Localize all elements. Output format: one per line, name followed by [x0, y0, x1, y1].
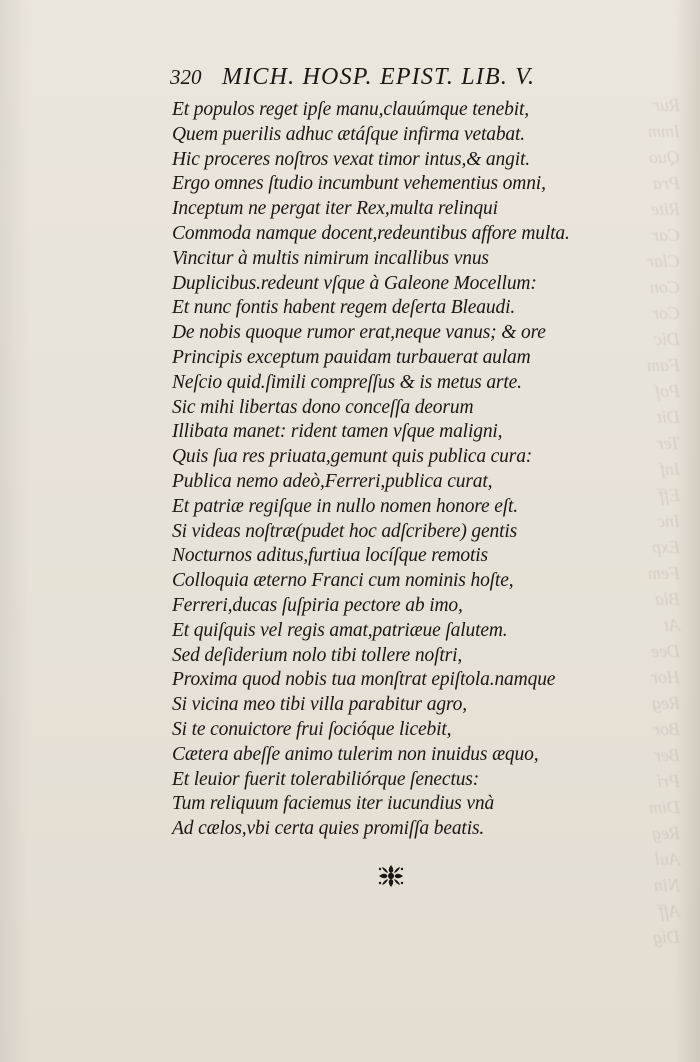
verse-line: Illibata manet: rident tamen vſque maligni, [172, 421, 503, 443]
verse-line: Quis ſua res priuata,gemunt quis publica cura: [172, 446, 533, 468]
verse-line: Proxima quod nobis tua monſtrat epiſtola.namque [172, 669, 556, 691]
verse-line: Duplicibus.redeunt vſque à Galeone Mocellum: [172, 272, 537, 294]
verse-line: Ad cælos,vbi certa quies promiſſa beatis. [172, 818, 485, 840]
verse-line: Si te conuictore frui ſocióque licebit, [172, 718, 452, 740]
verse-line: Cætera abeſſe animo tulerim non inuidus æquo, [172, 743, 539, 765]
verse-line: Et populos reget ipſe manu,clauúmque tenebit, [172, 99, 529, 120]
verse-line: Et quiſquis vel regis amat,patriæue ſalutem. [172, 619, 508, 641]
verse-line: Commoda namque docent,redeuntibus affore multa. [172, 222, 570, 244]
verse-line: Et patriæ regiſque in nullo nomen honore eſt. [172, 495, 519, 517]
verse-line: Neſcio quid.ſimili compreſſus & is metus arte. [172, 371, 522, 393]
verse-line: Inceptum ne pergat iter Rex,multa relinqui [172, 198, 498, 220]
show-through-text: Rur Imm Quo Pra Rite Car Clar Con Cor Dic Fam Pof Dit Ter Inf Eff Inc Exp Fem Bla At Dee Hor Reg Bor Ber Pri Dim Reg Aul Nin Aff Dig [646, 95, 680, 947]
verse-line: Hic proceres noſtros vexat timor intus,& angit. [172, 148, 530, 170]
verse-line: Et nunc fontis habent regem deſerta Bleaudi. [172, 297, 516, 319]
verse-line: Sic mihi libertas dono conceſſa deorum [172, 396, 474, 418]
verse-line: Sed deſiderium nolo tibi tollere noſtri, [172, 644, 463, 666]
verse-line: Principis exceptum pauidam turbauerat aulam [172, 346, 531, 368]
verse-line: Colloquia æterno Franci cum nominis hoſte, [172, 570, 514, 592]
verse-line: Si vicina meo tibi villa parabitur agro, [172, 694, 467, 716]
running-head: MICH. HOSP. EPIST. LIB. V. [222, 64, 536, 90]
verse-line: Ergo omnes ſtudio incumbunt vehementius omni, [172, 173, 546, 195]
verse-line: De nobis quoque rumor erat,neque vanus; & ore [172, 322, 546, 344]
verse-line: Et leuior fuerit tolerabiliórque ſenectus: [172, 768, 480, 790]
verse-line: Publica nemo adeò,Ferreri,publica curat, [172, 470, 493, 492]
verse-line: Tum reliquum faciemus iter iucundius vnà [172, 793, 495, 815]
verse-line: Vincitur à multis nimirum incallibus vnus [172, 247, 489, 269]
page-number: 320 [170, 65, 202, 89]
verse-line: Quem puerilis adhuc ætáſque infirma vetabat. [172, 123, 526, 145]
page-header [170, 64, 610, 98]
verse-text [172, 98, 612, 842]
verse-line: Ferreri,ducas ſuſpiria pectore ab imo, [172, 594, 463, 616]
verse-line: Si videas noſtræ(pudet hoc adſcribere) gentis [172, 520, 518, 542]
fleuron-ornament-icon [376, 862, 406, 890]
verse-line: Nocturnos aditus,furtiua locíſque remotis [172, 545, 488, 567]
